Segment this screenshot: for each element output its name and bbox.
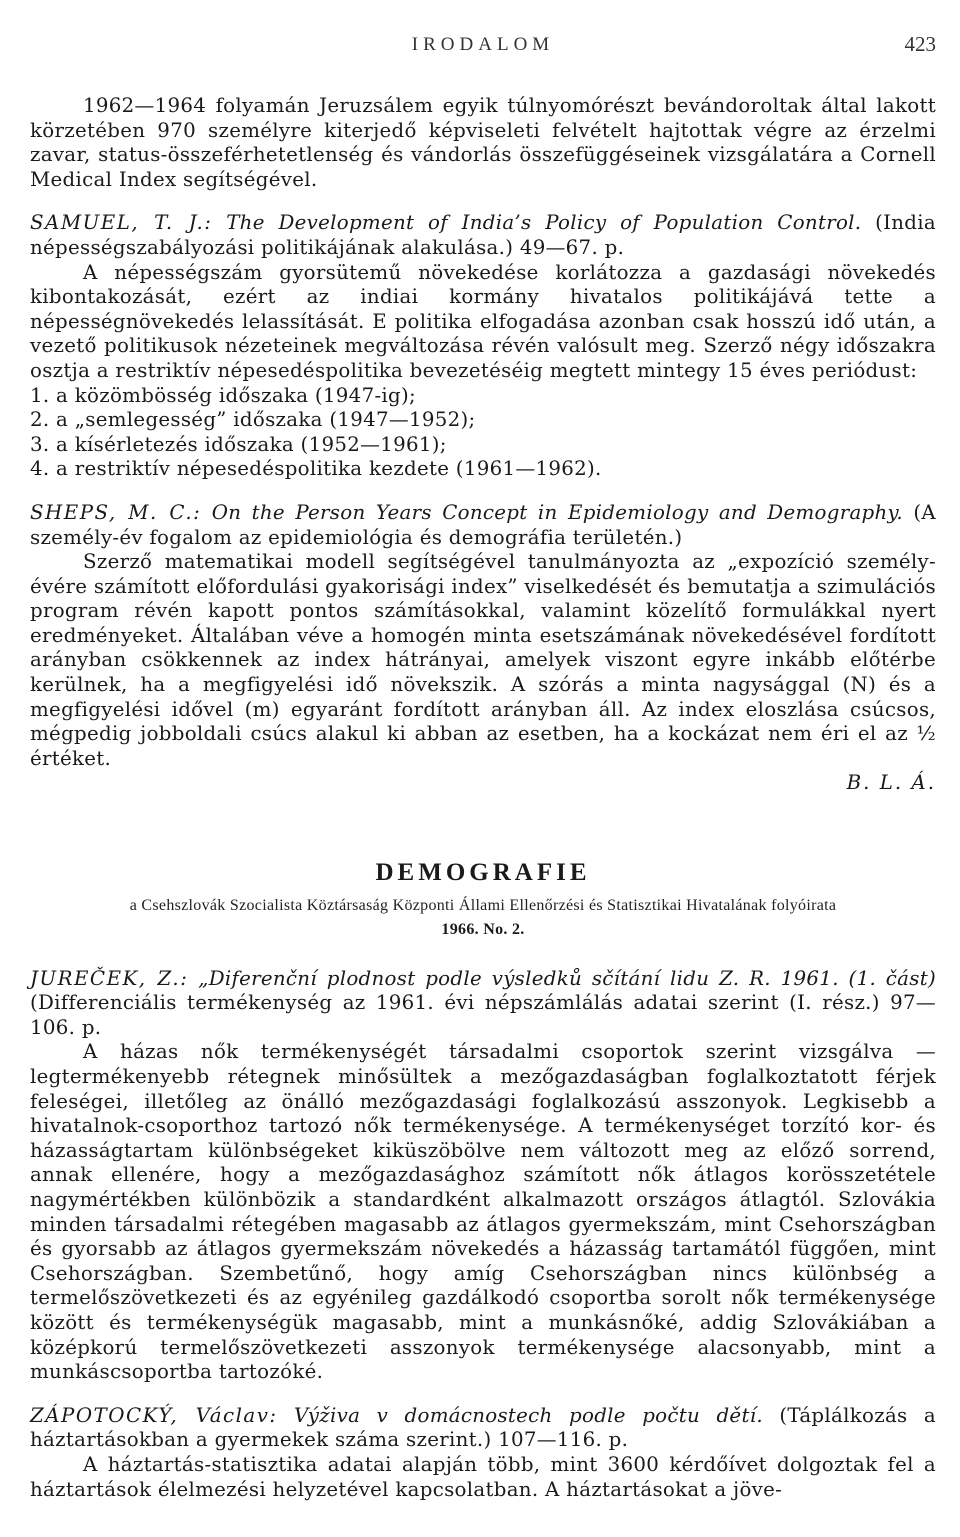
- reference-title-hungarian: (Táplálkozás a háztartásokban a gyermekek száma szerint.) 107—116. p.: [30, 1403, 937, 1452]
- section-issue: 1966. No. 2.: [441, 921, 525, 939]
- reference-title: Výživa v domácnostech podle počtu dětí.: [294, 1403, 763, 1427]
- entry-jurecek: [30, 967, 936, 1385]
- entry-sheps: [30, 501, 936, 796]
- abstract-jurecek: A házas nők termékenységét társadalmi csoportok szerint vizsgálva — legtermékenyebb rétegnek minősültek a mezőgazdaságban foglalkoztatott férjek feleségei, illetőleg az önálló mezőgazdasági foglalkozású asszonyok. Legkisebb a hivatalnok-csoporthoz tartozó nők termékenysége. A termékenységet torzító kor- és házasságtartam különbségeket kiküszöbölve nem változott meg az előző sorrend, annak ellenére, hogy a mezőgazdasághoz számított nők átlagos korösszetétele nagymértékben különbözik a standardként alkalmazott országos átlagtól. Szlovákia minden társadalmi rétegében magasabb az átlagos gyermekszám, mint Csehországban és gyorsabb az átlagos gyermekszám növekedés a házasság tartamától függően, mint Csehországban. Szembetűnő, hogy amíg Csehországban nincs különbség a termelőszövetkezeti és az egyénileg gazdálkodó csoportba sorolt nők termékenysége között és termékenységük magasabb, mint a munkásnőké, addig Szlovákiában a középkorú termelőszövetkezeti asszonyok termékenysége alacsonyabb, mint a munkáscsoportba tartozóké.: [30, 1040, 936, 1384]
- abstract-samuel: A népességszám gyorsütemű növekedése korlátozza a gazdasági növekedés kibontakozását, ezért az indiai kormány hivatalos politikájává tette a népességnövekedés lelassítását. E politika elfogadása azonban csak hosszú idő után, a vezető politikusok nézeteinek megváltozása révén valósult meg. Szerző négy időszakra osztja a restriktív népesedéspolitika bevezetéséig megtett mintegy 15 éves periódust:: [30, 260, 936, 382]
- page-number: 423: [904, 32, 936, 56]
- section-subtitle: a Csehszlovák Szocialista Köztársaság Központi Állami Ellenőrzési és Statisztikai Hivatalának folyóirata: [129, 897, 837, 915]
- reference-author: SHEPS, M. C.:: [30, 500, 202, 524]
- signature: B. L. Á.: [846, 771, 936, 795]
- intro-paragraph: 1962—1964 folyamán Jeruzsálem egyik túlnyomórészt bevándoroltak által lakott körzetében 970 személyre kiterjedő képviseleti felvételt hajtottak végre az érzelmi zavar, status-összeférhetetlenség és vándorlás összefüggéseinek vizsgálatára a Cornell Medical Index segítségével.: [30, 94, 936, 191]
- entry-zapotocky: [30, 1404, 936, 1502]
- period-item: 3. a kísérletezés időszaka (1952—1961);: [30, 432, 447, 456]
- period-list: [30, 384, 936, 482]
- period-item: 4. a restriktív népesedéspolitika kezdete (1961—1962).: [30, 457, 602, 481]
- reference-title-hungarian: (India népességszabályozási politikájának alakulása.) 49—67. p.: [30, 211, 936, 259]
- reference-title: On the Person Years Concept in Epidemiology and Demography.: [211, 500, 903, 524]
- abstract-sheps: Szerző matematikai modell segítségével tanulmányozta az „expozíció személy-évére számított előfordulási gyakorisági index” viselkedését és bemutatja a szimulációs program révén kapott pontos számításokkal, valamint közelítő formulákkal nyert eredményeket. Általában véve a homogén minta esetszámának növekedésével fordított arányban csökkennek az index hátrányai, amelyek viszont egyre inkább előtérbe kerülnek, ha a megfigyelési idő növekszik. A szórás a minta nagysággal (N) és a megfigyelési idővel (m) egyaránt fordított arányban áll. Az index eloszlása csúcsos, mégpedig jobboldali csúcs alakul ki abban az esetben, ha a kockázat nem éri el az ½ értéket.: [30, 550, 936, 770]
- running-head: [30, 20, 936, 64]
- reference-title: „Diferenční plodnost podle výsledků sčítání lidu Z. R. 1961. (1. část): [198, 966, 936, 990]
- reference-author: SAMUEL, T. J.:: [30, 211, 213, 235]
- reference-title-hungarian: (Differenciális termékenység az 1961. évi népszámlálás adatai szerint (I. rész.) 97—106. p.: [30, 991, 936, 1039]
- reference-author: ZÁPOTOCKÝ, Václav:: [30, 1403, 278, 1427]
- journal-section-header: [30, 858, 936, 943]
- reference-zapotocky: [30, 1404, 936, 1453]
- reference-title-hungarian: (A személy-év fogalom az epidemiológia és demográfia területén.): [30, 500, 936, 549]
- reference-sheps: [30, 501, 936, 550]
- period-item: 1. a közömbösség időszaka (1947-ig);: [30, 383, 417, 407]
- abstract-zapotocky: A háztartás-statisztika adatai alapján több, mint 3600 kérdőívet dolgoztak fel a háztartások élelmezési helyzetével kapcsolatban. A háztartásokat a jöve-: [30, 1452, 936, 1501]
- period-item: 2. a „semlegesség” időszaka (1947—1952);: [30, 408, 476, 432]
- running-title: IRODALOM: [411, 34, 555, 55]
- article-body: [30, 94, 936, 1502]
- reference-samuel: [30, 211, 936, 260]
- reference-title: The Development of India’s Policy of Population Control.: [226, 211, 862, 235]
- entry-samuel: [30, 211, 936, 482]
- reference-jurecek: [30, 967, 936, 1041]
- reference-author: JUREČEK, Z.:: [30, 966, 189, 990]
- section-title: DEMOGRAFIE: [375, 859, 591, 887]
- page: [30, 20, 936, 1502]
